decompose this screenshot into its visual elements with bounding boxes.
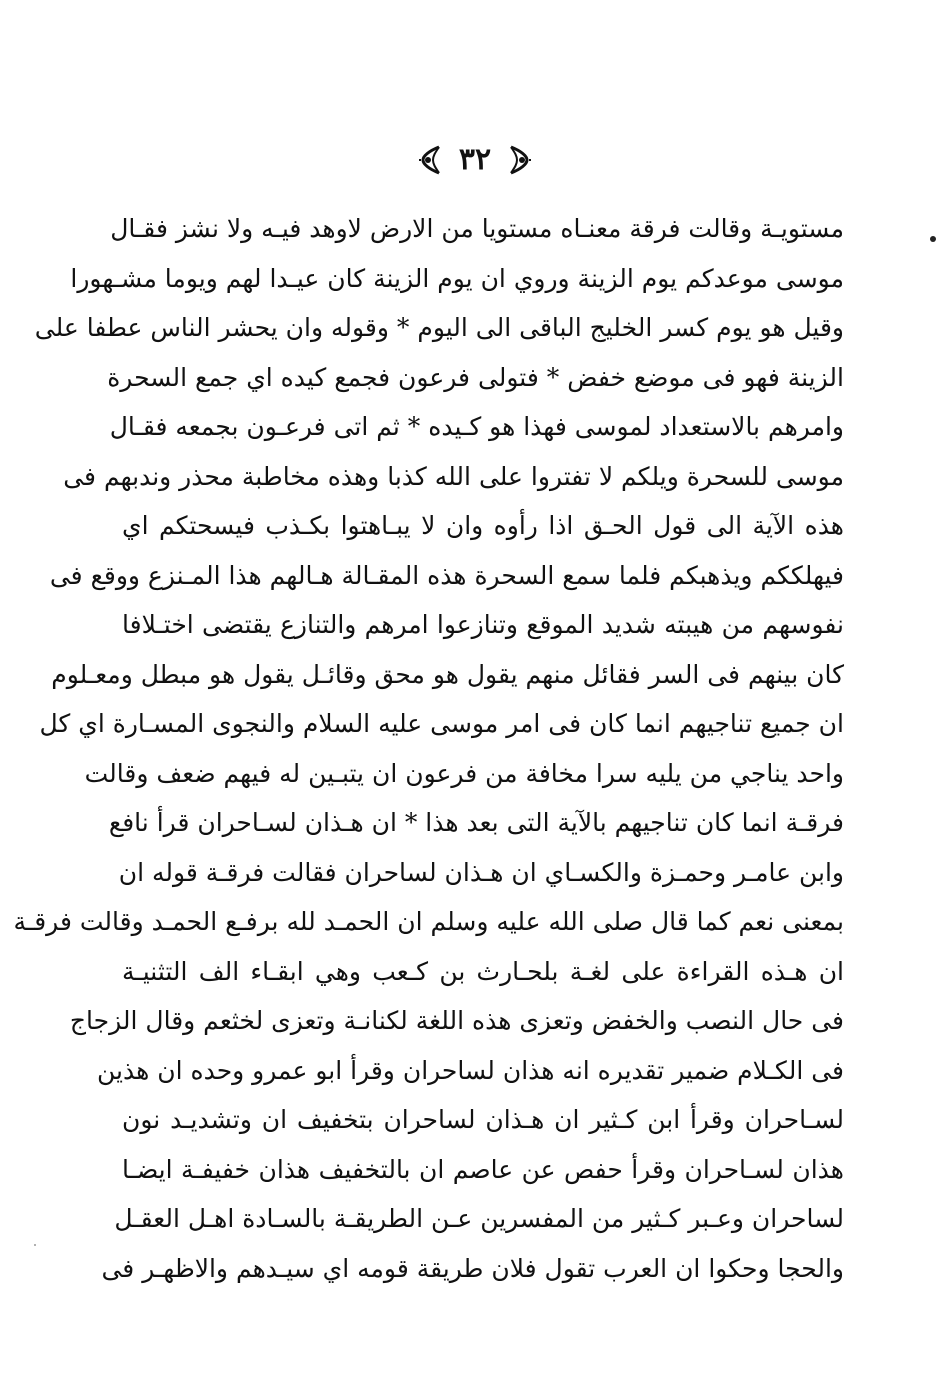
text-line: بمعنى نعم كما قال صلى الله عليه وسلم ان الحمـد لله برفـع الحمـد وقالت فرقـة bbox=[13, 907, 844, 936]
text-line: هذان لسـاحران وقرأ حفص عن عاصم ان بالتخفيف هذان خفيفـة ايضـا bbox=[122, 1154, 844, 1184]
text-line: ان جميع تناجيهم انما كان فى امر موسى عليه السلام والنجوى المسـارة اي كل bbox=[39, 709, 844, 738]
text-line: والحجا وحكوا ان العرب تقول فلان طريقة قومه اي سيـدهم والاظهـر فى bbox=[101, 1253, 844, 1283]
text-line: لسـاحران وقرأ ابن كـثير ان هـذان لساحران بتخفيف ان وتشديـد نون bbox=[122, 1105, 845, 1134]
text-line: كان بينهم فى السر فقائل منهم يقول هو محق وقائـل يقول هو مبطل ومعـلوم bbox=[51, 659, 844, 689]
text-line: وامرهم بالاستعداد لموسى فهذا هو كـيده * ثم اتى فرعـون بجمعه فقـال bbox=[109, 412, 844, 441]
text-line: وقيل هو يوم كسر الخليج الباقى الى اليوم * وقوله وان يحشر الناس عطفا على bbox=[34, 313, 844, 342]
text-line: نفوسهم من هيبته شديد الموقع وتنازعوا امرهم والتنازع يقتضى اختـلافا bbox=[122, 610, 844, 639]
text-line: موسى موعدكم يوم الزينة وروي ان يوم الزينة كان عيـدا لهم ويوما مشـهورا bbox=[70, 263, 844, 293]
text-line: فى الكـلام ضمير تقديره انه هذان لساحران وقرأ ابو عمرو وحده ان هذين bbox=[96, 1055, 844, 1085]
text-line: لساحران وعـبر كـثير من المفسرين عـن الطريقـة بالسـادة اهـل العقـل bbox=[114, 1204, 844, 1233]
body-text bbox=[13, 204, 845, 1293]
text-line: فيهلككم ويذهبكم فلما سمع السحرة هذه المقـالة هـالهم هذا المـنزع ووقع فى bbox=[49, 560, 844, 590]
text-line: واحد يناجي من يليه سرا مخافة من فرعون ان يتبـين له فيهم ضعف وقالت bbox=[84, 758, 844, 788]
text-line: فرقـة انما كان تناجيهم بالآية التى بعد هذا * ان هـذان لسـاحران قرأ نافع bbox=[108, 808, 844, 837]
page-header bbox=[0, 138, 950, 182]
text-line: موسى للسحرة ويلكم لا تفتروا على الله كذبا وهذه مخاطبة محذر وندبهم فى bbox=[63, 461, 844, 491]
page-number: ٣٢ bbox=[458, 142, 492, 177]
text-line: فى حال النصب والخفض وتعزى هذه اللغة لكنانـة وتعزى لخثعم وقال الزجاج bbox=[69, 1006, 844, 1035]
margin-speck bbox=[34, 1244, 36, 1246]
margin-dot bbox=[930, 236, 936, 242]
text-line: ان هـذه القراءة على لغـة بلحـارث بن كـعب وهي ابقـاء الف التثنيـة bbox=[122, 956, 844, 986]
text-line: وابن عامـر وحمـزة والكسـاي ان هـذان لساحران فقالت فرقـة قوله ان bbox=[118, 857, 844, 887]
text-line: الزينة فهو فى موضع خفض * فتولى فرعون فجمع كيده اي جمع السحرة bbox=[107, 362, 844, 392]
text-line: هذه الآية الى قول الحـق اذا رأوه وان لا يبـاهتوا بكـذب فيسحتكم اي bbox=[122, 511, 844, 540]
floral-ornament-icon bbox=[505, 143, 531, 177]
floral-ornament-icon bbox=[419, 143, 445, 177]
text-line: مستويـة وقالت فرقة معنـاه مستويا من الارض لاوهد فيـه ولا نشز فقـال bbox=[110, 214, 844, 243]
